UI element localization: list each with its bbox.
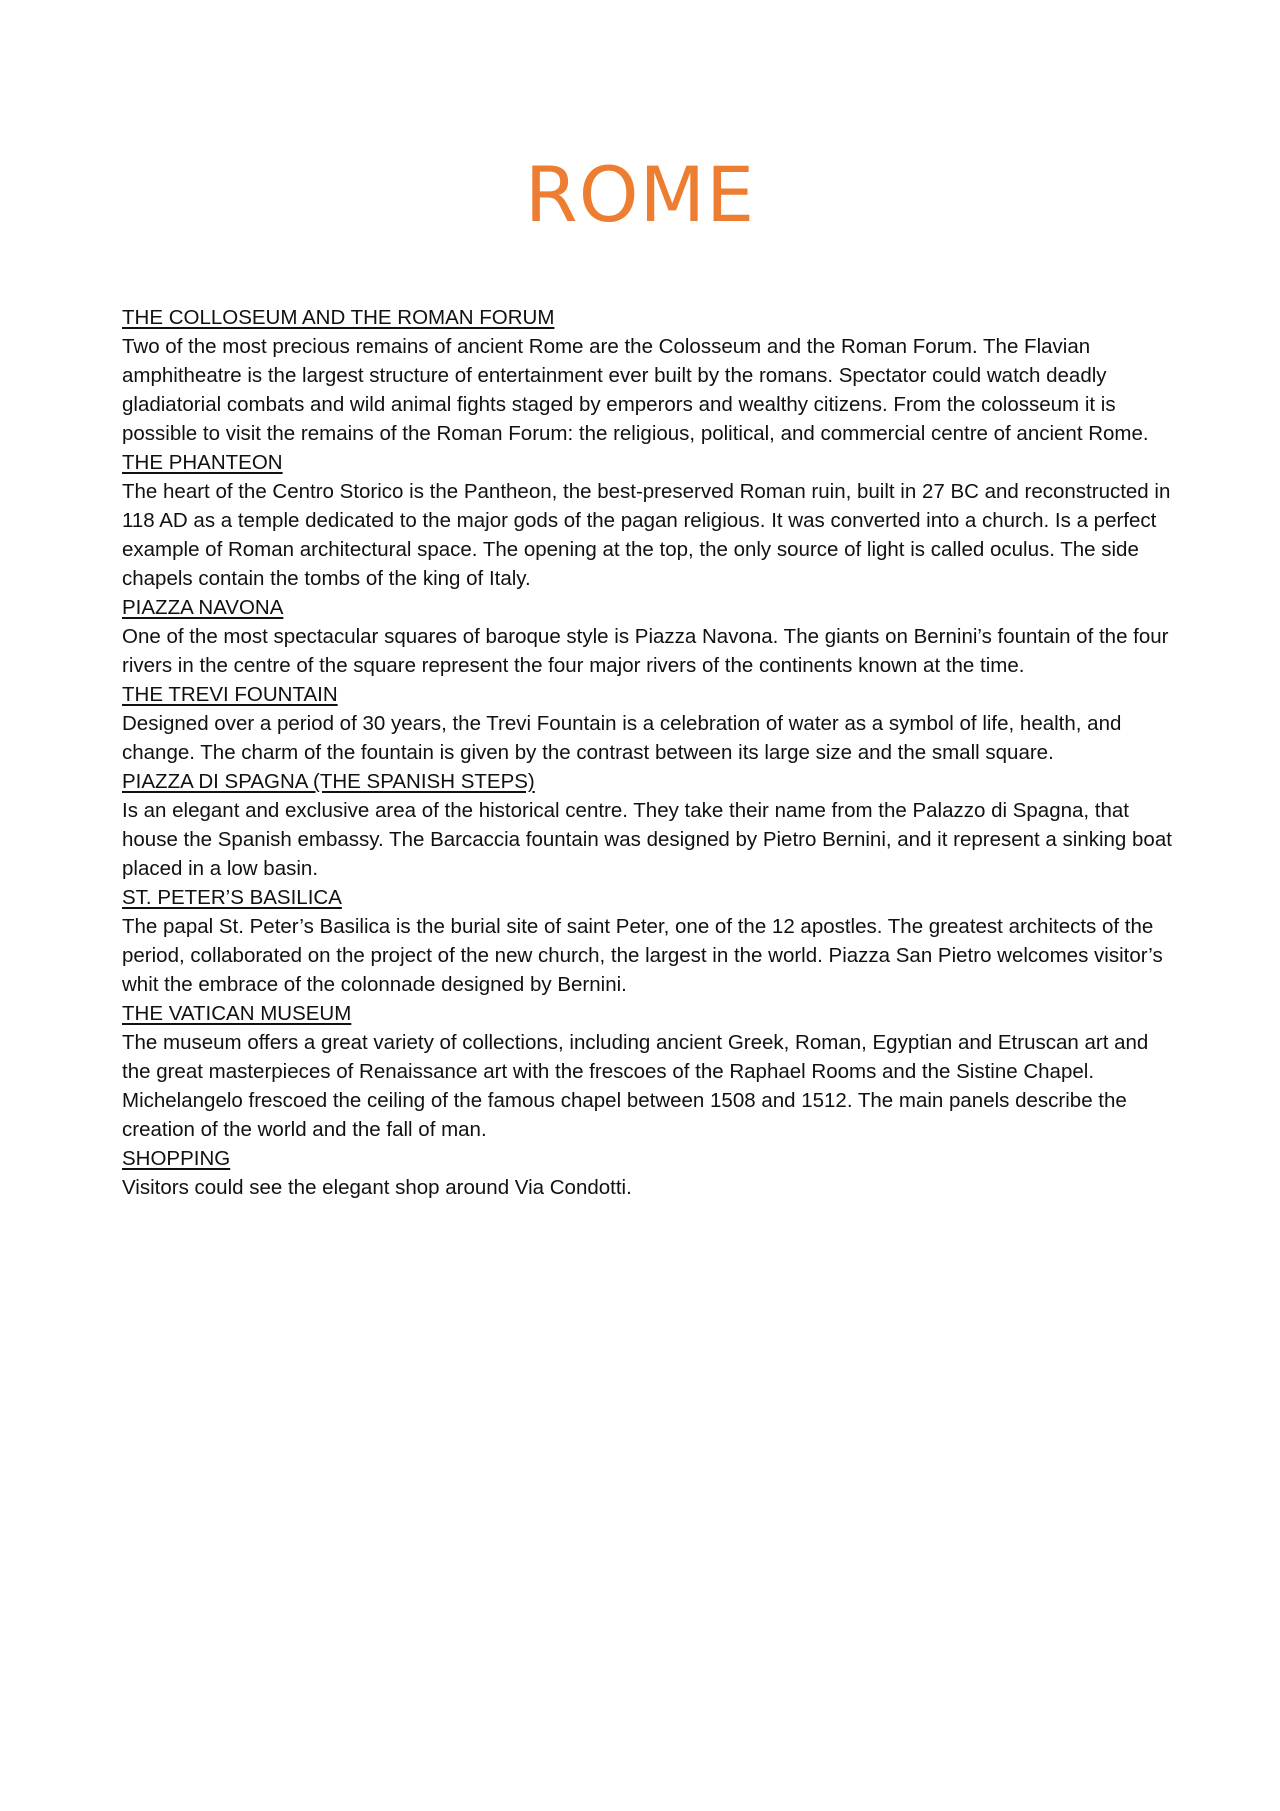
- section-heading-pantheon: THE PHANTEON: [122, 451, 283, 474]
- section-heading-piazza-navona: PIAZZA NAVONA: [122, 596, 284, 619]
- section-body-spanish-steps: Is an elegant and exclusive area of the historical centre. They take their name from the Palazzo di Spagna, that house the Spanish embassy. The Barcaccia fountain was designed by Pietro Bernini, and it represent a sinking boat placed in a low basin.: [122, 799, 1172, 880]
- document-title: ROME: [524, 150, 756, 239]
- section-heading-vatican-museum: THE VATICAN MUSEUM: [122, 1002, 352, 1025]
- section-heading-trevi-fountain: THE TREVI FOUNTAIN: [122, 683, 338, 706]
- section-body-piazza-navona: One of the most spectacular squares of baroque style is Piazza Navona. The giants on Bernini’s fountain of the four rivers in the centre of the square represent the four major rivers of the continents known at the time.: [122, 625, 1169, 677]
- section-body-colosseum: Two of the most precious remains of ancient Rome are the Colosseum and the Roman Forum. The Flavian amphitheatre is the largest structure of entertainment ever built by the romans. Spectator could watch deadly gladiatorial combats and wild animal fights staged by emperors and wealthy citizens. From the colosseum it is possible to visit the remains of the Roman Forum: the religious, political, and commercial centre of ancient Rome.: [122, 335, 1149, 445]
- section-body-pantheon: The heart of the Centro Storico is the Pantheon, the best-preserved Roman ruin, built in 27 BC and reconstructed in 118 AD as a temple dedicated to the major gods of the pagan religious. It was converted into a church. Is a perfect example of Roman architectural space. The opening at the top, the only source of light is called oculus. The side chapels contain the tombs of the king of Italy.: [122, 480, 1171, 590]
- section-heading-colosseum: THE COLLOSEUM AND THE ROMAN FORUM: [122, 306, 555, 329]
- section-body-trevi-fountain: Designed over a period of 30 years, the Trevi Fountain is a celebration of water as a symbol of life, health, and change. The charm of the fountain is given by the contrast between its large size and the small square.: [122, 712, 1122, 764]
- section-body-vatican-museum: The museum offers a great variety of collections, including ancient Greek, Roman, Egyptian and Etruscan art and the great masterpieces of Renaissance art with the frescoes of the Raphael Rooms and the Sistine Chapel. Michelangelo frescoed the ceiling of the famous chapel between 1508 and 1512. The main panels describe the creation of the world and the fall of man.: [122, 1031, 1149, 1141]
- section-heading-shopping: SHOPPING: [122, 1147, 231, 1170]
- section-body-st-peters: The papal St. Peter’s Basilica is the burial site of saint Peter, one of the 12 apostles. The greatest architects of the period, collaborated on the project of the new church, the largest in the world. Piazza San Pietro welcomes visitor’s whit the embrace of the colonnade designed by Bernini.: [122, 915, 1163, 996]
- section-heading-spanish-steps: PIAZZA DI SPAGNA (THE SPANISH STEPS): [122, 770, 535, 793]
- section-body-shopping: Visitors could see the elegant shop around Via Condotti.: [122, 1176, 632, 1199]
- document-content: [122, 303, 1172, 1202]
- section-heading-st-peters: ST. PETER’S BASILICA: [122, 886, 342, 909]
